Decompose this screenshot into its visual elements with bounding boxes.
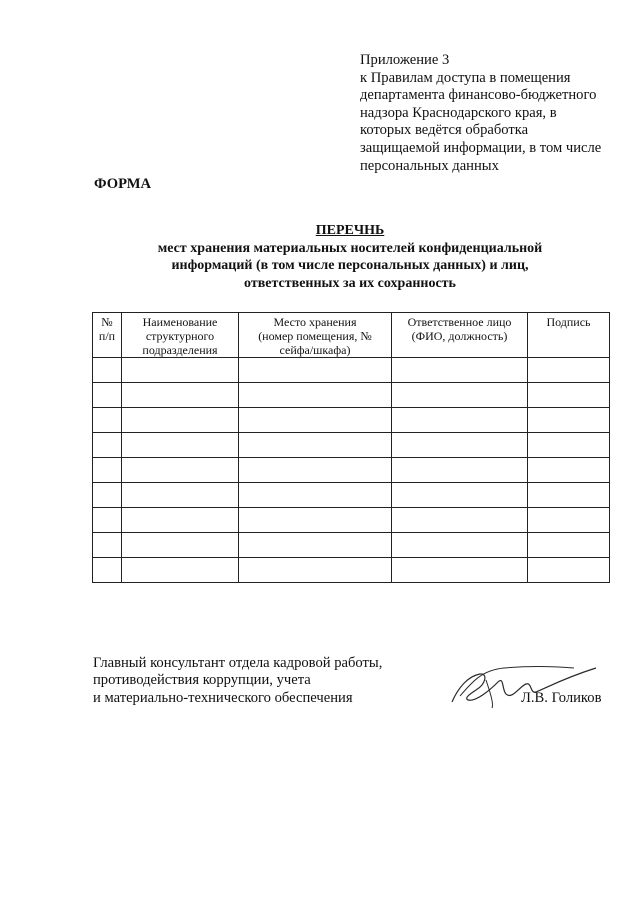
table-cell[interactable] <box>528 433 610 458</box>
table-cell[interactable] <box>93 483 122 508</box>
table-cell[interactable] <box>392 533 528 558</box>
table-cell[interactable] <box>392 558 528 583</box>
table-cell[interactable] <box>122 508 239 533</box>
table-cell[interactable] <box>122 533 239 558</box>
table-row <box>93 383 610 408</box>
header-department: Наименование структурного подразделения <box>122 313 239 358</box>
table-cell[interactable] <box>122 383 239 408</box>
table-row <box>93 433 610 458</box>
table-cell[interactable] <box>122 433 239 458</box>
table-cell[interactable] <box>528 533 610 558</box>
header-number: № п/п <box>93 313 122 358</box>
table-row <box>93 533 610 558</box>
table-cell[interactable] <box>239 533 392 558</box>
signatory-position <box>93 655 382 707</box>
table-cell[interactable] <box>392 458 528 483</box>
table-cell[interactable] <box>392 433 528 458</box>
table-cell[interactable] <box>93 558 122 583</box>
title-subtitle-line: ответственных за их сохранность <box>244 275 456 291</box>
appendix-line: которых ведётся обработка <box>360 122 529 139</box>
appendix-line: департамента финансово-бюджетного <box>360 87 597 104</box>
table-row <box>93 358 610 383</box>
table-cell[interactable] <box>239 433 392 458</box>
document-title <box>92 222 608 292</box>
table-cell[interactable] <box>239 408 392 433</box>
table-cell[interactable] <box>528 408 610 433</box>
table-cell[interactable] <box>528 558 610 583</box>
title-main: ПЕРЕЧНЬ <box>315 223 385 238</box>
table-row <box>93 483 610 508</box>
table-cell[interactable] <box>239 458 392 483</box>
appendix-line: персональных данных <box>360 157 499 174</box>
appendix-line: к Правилам доступа в помещения <box>360 69 571 86</box>
appendix-line: защищаемой информации, в том числе <box>360 139 602 156</box>
table-cell[interactable] <box>239 383 392 408</box>
table-cell[interactable] <box>528 358 610 383</box>
appendix-note <box>360 52 622 175</box>
header-storage-location: Место хранения (номер помещения, № сейфа/шкафа) <box>239 313 392 358</box>
header-signature: Подпись <box>528 313 610 358</box>
table-cell[interactable] <box>392 508 528 533</box>
signer-name: Л.В. Голиков <box>521 690 602 706</box>
table-cell[interactable] <box>93 433 122 458</box>
table-cell[interactable] <box>239 358 392 383</box>
table-cell[interactable] <box>239 508 392 533</box>
table-cell[interactable] <box>93 408 122 433</box>
appendix-line: надзора Краснодарского края, в <box>360 104 557 121</box>
table-row <box>93 558 610 583</box>
table-cell[interactable] <box>392 383 528 408</box>
table-cell[interactable] <box>122 358 239 383</box>
title-subtitle-line: информаций (в том числе персональных данных) и лиц, <box>171 258 529 273</box>
table-cell[interactable] <box>122 458 239 483</box>
table-header-row <box>93 313 610 358</box>
appendix-line: Приложение 3 <box>360 52 450 68</box>
table-cell[interactable] <box>122 558 239 583</box>
table-cell[interactable] <box>239 483 392 508</box>
table-cell[interactable] <box>93 383 122 408</box>
table-cell[interactable] <box>528 508 610 533</box>
table-cell[interactable] <box>528 483 610 508</box>
position-line: Главный консультант отдела кадровой работы, <box>93 655 383 671</box>
table-row <box>93 458 610 483</box>
table-row <box>93 508 610 533</box>
register-table <box>92 312 610 583</box>
table-row <box>93 408 610 433</box>
table-cell[interactable] <box>392 358 528 383</box>
table-cell[interactable] <box>528 458 610 483</box>
table-cell[interactable] <box>392 408 528 433</box>
table-cell[interactable] <box>93 508 122 533</box>
position-line: и материально-технического обеспечения <box>93 689 353 706</box>
table-cell[interactable] <box>392 483 528 508</box>
title-subtitle-line: мест хранения материальных носителей конфиденциальной <box>157 240 543 256</box>
table-cell[interactable] <box>122 408 239 433</box>
header-responsible-person: Ответственное лицо (ФИО, должность) <box>392 313 528 358</box>
position-line: противодействия коррупции, учета <box>93 672 311 689</box>
form-label: ФОРМА <box>94 176 152 192</box>
table-cell[interactable] <box>528 383 610 408</box>
table-cell[interactable] <box>93 533 122 558</box>
table-cell[interactable] <box>93 358 122 383</box>
table-cell[interactable] <box>93 458 122 483</box>
table-cell[interactable] <box>122 483 239 508</box>
table-cell[interactable] <box>239 558 392 583</box>
